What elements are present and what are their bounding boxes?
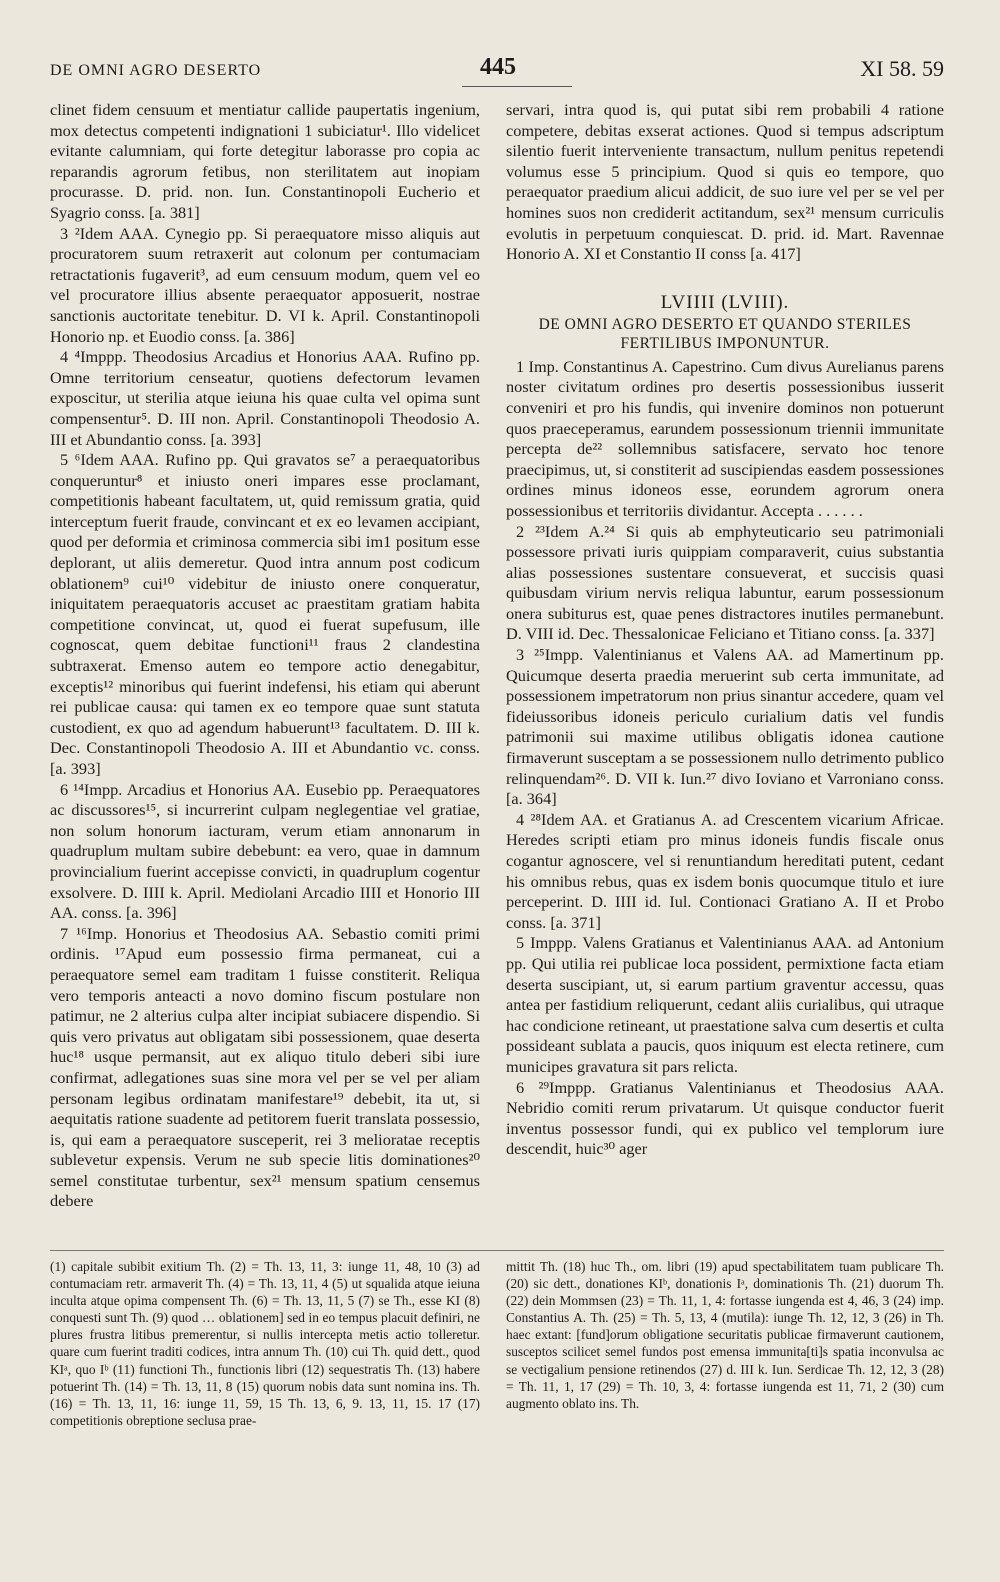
running-header [50,54,944,94]
paragraph: 5 Imppp. Valens Gratianus et Valentinianus AAA. ad Antonium pp. Qui utilia rei publicae loca possident, permixtione facta etiam deserta suscipiant, ut, si earum partium graventur accessu, quas antea per fastidium reliquerunt, cedant aliis curialibus, qui utraque hac condicione retineant, ut praestatione salva cum desertis et culta possideant sublata a paucis, quos iniquum est electa retinere, cum municipes gravatura sit pars relicta. [506,933,944,1076]
paragraph: 3 ²Idem AAA. Cynegio pp. Si peraequatore misso aliquis aut procuratorem suum retraxerit aut colonum per contumaciam retractationis fugaverit³, ad eum censuum modum, quem vel eo vel procuratore illius absente peraequator apposuerit, nostrae sanctionis auctoritate tenebitur. D. VI k. April. Constantinopoli Honorio np. et Euodio conss. [a. 386] [50,223,480,346]
page-number: 445 [480,54,516,80]
paragraph: 6 ¹⁴Impp. Arcadius et Honorius AA. Eusebio pp. Peraequatores ac discussores¹⁵, si incurrerint culpam neglegentiae vel gratiae, non solum honorum iacturam, verum etiam annonarum in quadruplum multam subire debebunt: ea vero, quae in damnum provincialium fuerint accepisse convicti, in quadruplum cogentur exsolvere. D. IIII k. April. Mediolani Arcadio IIII et Honorio III AA. conss. [a. 396] [50,779,480,923]
footnotes-left [50,1258,480,1429]
section-reference: XI 58. 59 [860,56,944,81]
paragraph: 2 ²³Idem A.²⁴ Si quis ab emphyteuticario seu patrimoniali possessore privati iuris quippiam comparaverit, cuius substantia alias possessiones sustentare consueverat, et succisis quasi quibusdam virium nervis reliqua labuntur, earum possessionum onera subiturus est, quae penes distractores inutiles permanebunt. D. VIII id. Dec. Thessalonicae Feliciano et Titiano conss. [a. 337] [506,521,944,644]
chapter-title: LVIIII (LVIII). [660,291,790,313]
footnote-text: mittit Th. (18) huc Th., om. libri (19) apud spectabilitatem tuam publicare Th. (20) sic dett., donationes KIᵇ, donationis Iᵃ, dominationis Th. (21) duorum Th. (22) dein Mommsen (23) = Th. 11, 1, 4: fortasse iungenda est 4, 46, 3 (24) imp. Constantius A. Th. (25) = Th. 5, 13, 4 (mutila): iunge Th. 12, 12, 3 (26) in Th. haec extant: [fund]orum obligatione securitatis publicae firmaverunt cautionem, susceptos scilicet semel fundos post emensa immunita[ti]s spatia inconvulsa ac se vectigalium pensione retinendos (27) d. III k. Iun. Serdicae Th. 12, 12, 3 (28) = Th. 11, 1, 17 (29) = Th. 10, 3, 4: fortasse iungenda est 11, 71, 2 (30) cum augmento oblato ins. Th. [506,1259,944,1411]
chapter-heading [506,291,944,353]
footnote-divider [50,1250,944,1251]
paragraph: 4 ⁴Imppp. Theodosius Arcadius et Honorius AAA. Rufino pp. Omne territorium censeatur, quotiens defectorum levamen exposcitur, ut sterilia atque ieiuna his quae culta vel opima sunt compensentur⁵. D. III non. April. Constantinopoli Theodosio A. III et Abundantio conss. [a. 393] [50,347,480,449]
paragraph: 3 ²⁵Impp. Valentinianus et Valens AA. ad Mamertinum pp. Quicumque deserta praedia meruerint sub certa immunitate, ad possessionem impetratorum non prius sinantur accedere, quam vel fideiussoribus idoneis periculo curialium datis vel fundis patrimonii sui maxime utilibus obligatis idonea cautione firmaverunt susceptam a se possessionem nullo detrimento publico relinquendam²⁶. D. VII k. Iun.²⁷ divo Ioviano et Varroniano conss. [a. 364] [506,645,944,809]
paragraph: servari, intra quod is, qui putat sibi rem probabili 4 ratione competere, debitas exserat actiones. Quod si tempus adscriptum silentio fuerit interveniente transactum, nullum penitus repetendi volumus esse 5 principium. Quod si quis eo tempore, quo peraequator praedium alicui addicit, de suo iure vel per se vel per homines suos non crediderit actitandum, sex²¹ mensum curriculis evolutis in perpetuum conquiescat. D. prid. id. Mart. Ravennae Honorio A. XI et Constantio II conss [a. 417] [506,100,944,264]
paragraph: 6 ²⁹Imppp. Gratianus Valentinianus et Theodosius AAA. Nebridio comiti rerum privatarum. Ut quisque conductor fuerit inventus possessor fundi, qui ex publico vel templorum iure descendit, huic³⁰ ager [506,1077,944,1159]
footnote-text: (1) capitale subibit exitium Th. (2) = Th. 13, 11, 3: iunge 11, 48, 10 (3) ad contumaciam retr. armaverit Th. (4) = Th. 13, 11, 4 (5) ut squalida atque ieiuna inculta atque opima compensent Th. (6) = Th. 13, 11, 5 (7) se Th., esse KI (8) conquesti sunt Th. (9) quod … oblationem] sed in eo tempus placuit definiri, ne plures frustra litibus premerentur, si nullis intercepta metis actio tolleretur. quare cum fuerint traditi codices, intra annum Th. (10) cui Th. quid dett., quod KIᵃ, quo Iᵇ (11) functioni Th., functionis libri (12) sequestratis Th. (13) habere potuerint Th. (14) = Th. 13, 11, 8 (15) quorum nobis data sunt nomina ins. Th. (16) = Th. 13, 11, 16: iunge 11, 59, 15 Th. 13, 6, 9. 13, 11, 15. 17 (17) competitionis obreptione seclusa prae- [50,1259,480,1428]
left-column [50,100,480,1212]
paragraph: clinet fidem censuum et mentiatur callide paupertatis ingenium, mox detectus competenti indignationi 1 subiciatur¹. Illo videlicet evitante calumniam, qui forte detegitur laborasse pro copia ac reparandis agrorum fetibus, non sterilitatem aut inopiam procurasse. D. prid. non. Iun. Constantinopoli Eucherio et Syagrio conss. [a. 381] [50,100,480,222]
paragraph: 4 ²⁸Idem AA. et Gratianus A. ad Crescentem vicarium Africae. Heredes scripti etiam pro minus idoneis fundis fiscale onus cogantur agnoscere, vel si renuntiandum hereditati putent, cedant his omnibus rebus, quas ex isdem bonis quocumque titulo et iure perceperint. D. IIII id. Iul. Contionaci Gratiano A. II et Probo conss. [a. 371] [506,809,944,932]
footnotes-right [506,1258,944,1412]
right-column [506,100,944,1160]
paragraph: 1 Imp. Constantinus A. Capestrino. Cum divus Aurelianus parens noster civitatum ordines pro desertis possessionibus iusserit conveniri et pro his fundis, qui invenire dominos non potuerunt quos praeceperamus, earundem possessionum triennii immunitate percepta de²² sollemnibus satisfacere, servato hoc tenore praecipimus, ut, si constiterit ad suscipiendas easdem possessiones ordines minus idoneos esse, eorundem agrorum onera possessionibus et territoriis dividantur. Accepta . . . . . . [506,356,944,520]
chapter-subtitle: DE OMNI AGRO DESERTO ET QUANDO STERILES FERTILIBUS IMPONUNTUR. [538,315,912,352]
paragraph: 7 ¹⁶Imp. Honorius et Theodosius AA. Sebastio comiti primi ordinis. ¹⁷Apud eum possessio firma permaneat, cui a peraequatore semel eam traditam 1 fuisse constiterit. Reliqua vero temporis anteacti a novo domino fiscum postulare non patimur, ne 2 alterius culpa alter incipiat subiacere dispendio. Si quis vero privatus aut obligatam sibi possessionem, quae deserta huc¹⁸ usque permansit, aut ex aliquo titulo deberi sibi iure confirmat, adlegationes suas sine mora vel per se vel per aliam personam legibus ordinatam manifestare¹⁹ debebit, ita ut, si aequitatis ratione suadente ad petitorem fuerit translata possessio, is, qui eam a peraequatore susceperit, rei 3 melioratae receptis sublevetur expensis. Verum ne sub specie litis dominationes²⁰ semel constitutae turbentur, sex²¹ mensum spatium censemus debere [50,923,480,1211]
paragraph: 5 ⁶Idem AAA. Rufino pp. Qui gravatos se⁷ a peraequatoribus conqueruntur⁸ et iniusto oneri impares esse proclamant, competitionis habeant facultatem, ut, quid remissum gratia, quid interceptum fuerit fraude, convincant et ex eo levamen accipiant, quod per deformia et criminosa commercia sibi im1 positum esse deplorant, ut aliis demeretur. Quod intra annum post codicum oblationem⁹ cui¹⁰ videbitur de iniusto onere conqueratur, iniquitatem peraequatoris accuset ac praestitam gratiam habita competitione convincat, ut, quod ei fuerat supefusum, ille cognoscat, quem debitae functioni¹¹ fraus 2 clandestina subtraxerat. Emenso autem eo tempore actio denegabitur, exceptis¹² minoribus qui fuerint indefensi, his etiam qui aberunt rei publicae causa: qui tamen ex eo tempore quae sunt statuta custodient, ex quo ad agendum habuerunt¹³ facultatem. D. III k. Dec. Constantinopoli Theodosio A. III et Abundantio vc. conss. [a. 393] [50,450,480,778]
running-title: DE OMNI AGRO DESERTO [50,62,262,79]
page-number-rule [462,86,572,87]
